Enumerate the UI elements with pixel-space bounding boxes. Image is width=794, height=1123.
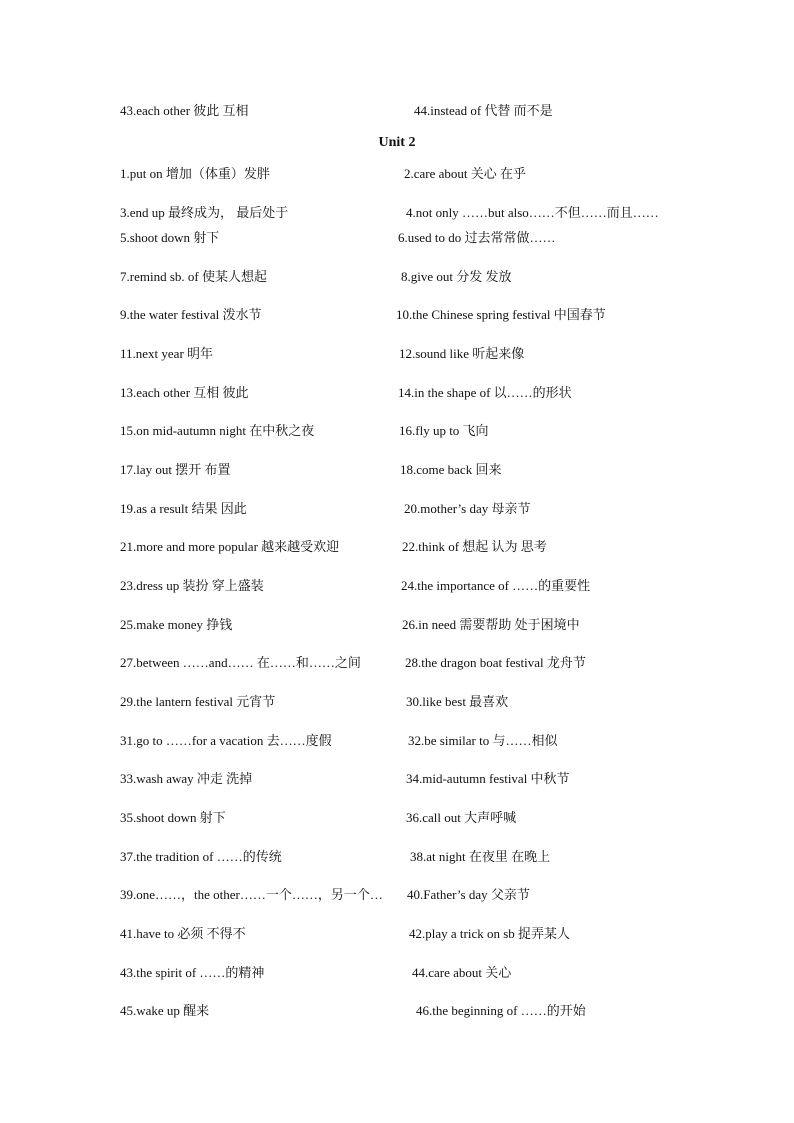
- vocab-item: 29.the lantern festival 元宵节: [120, 694, 276, 709]
- vocab-item: 14.in the shape of 以……的形状: [398, 385, 572, 400]
- vocab-item: 43.the spirit of ……的精神: [120, 965, 265, 980]
- vocab-item: 41.have to 必须 不得不: [120, 926, 246, 941]
- vocab-item: 35.shoot down 射下: [120, 810, 226, 825]
- vocab-item: 39.one……，the other……一个……，另一个…: [120, 887, 383, 902]
- vocab-item: 1.put on 增加（体重）发胖: [120, 166, 270, 181]
- vocab-item: 24.the importance of ……的重要性: [401, 578, 591, 593]
- vocab-item: 8.give out 分发 发放: [401, 269, 512, 284]
- vocab-item: 33.wash away 冲走 洗掉: [120, 771, 253, 786]
- unit-heading: Unit 2: [378, 135, 416, 150]
- vocab-item: 31.go to ……for a vacation 去……度假: [120, 733, 332, 748]
- vocab-item: 32.be similar to 与……相似: [408, 733, 558, 748]
- vocab-item: 9.the water festival 泼水节: [120, 307, 262, 322]
- vocab-item: 10.the Chinese spring festival 中国春节: [396, 307, 606, 322]
- vocab-item: 26.in need 需要帮助 处于困境中: [402, 617, 580, 632]
- vocab-item: 21.more and more popular 越来越受欢迎: [120, 539, 340, 554]
- vocab-item: 44.instead of 代替 而不是: [414, 103, 553, 118]
- vocab-item: 19.as a result 结果 因此: [120, 501, 247, 516]
- vocab-item: 44.care about 关心: [412, 965, 512, 980]
- vocab-item: 2.care about 关心 在乎: [404, 166, 527, 181]
- vocab-item: 7.remind sb. of 使某人想起: [120, 269, 267, 284]
- vocab-item: 37.the tradition of ……的传统: [120, 849, 282, 864]
- vocab-item: 45.wake up 醒来: [120, 1003, 210, 1018]
- vocab-item: 43.each other 彼此 互相: [120, 103, 249, 118]
- vocab-item: 27.between ……and…… 在……和……之间: [120, 655, 361, 670]
- vocab-item: 13.each other 互相 彼此: [120, 385, 249, 400]
- vocab-item: 42.play a trick on sb 捉弄某人: [409, 926, 571, 941]
- vocab-item: 25.make money 挣钱: [120, 617, 233, 632]
- vocab-item: 11.next year 明年: [120, 346, 214, 361]
- vocab-item: 46.the beginning of ……的开始: [416, 1003, 586, 1018]
- vocab-item: 3.end up 最终成为， 最后处于: [120, 205, 289, 220]
- vocab-item: 16.fly up to 飞向: [399, 423, 489, 438]
- vocab-item: 38.at night 在夜里 在晚上: [410, 849, 551, 864]
- vocab-item: 40.Father’s day 父亲节: [407, 887, 530, 902]
- vocab-item: 23.dress up 装扮 穿上盛装: [120, 578, 264, 593]
- vocab-item: 6.used to do 过去常常做……: [398, 230, 556, 245]
- vocab-item: 15.on mid-autumn night 在中秋之夜: [120, 423, 315, 438]
- vocab-item: 4.not only ……but also……不但……而且……: [406, 205, 659, 220]
- vocab-item: 12.sound like 听起来像: [399, 346, 525, 361]
- vocab-item: 17.lay out 摆开 布置: [120, 462, 231, 477]
- vocab-item: 36.call out 大声呼喊: [406, 810, 517, 825]
- vocab-item: 30.like best 最喜欢: [406, 694, 509, 709]
- vocab-item: 18.come back 回来: [400, 462, 502, 477]
- vocab-item: 34.mid-autumn festival 中秋节: [406, 771, 570, 786]
- vocab-item: 28.the dragon boat festival 龙舟节: [405, 655, 586, 670]
- vocab-item: 5.shoot down 射下: [120, 230, 220, 245]
- vocab-item: 20.mother’s day 母亲节: [404, 501, 531, 516]
- vocab-item: 22.think of 想起 认为 思考: [402, 539, 547, 554]
